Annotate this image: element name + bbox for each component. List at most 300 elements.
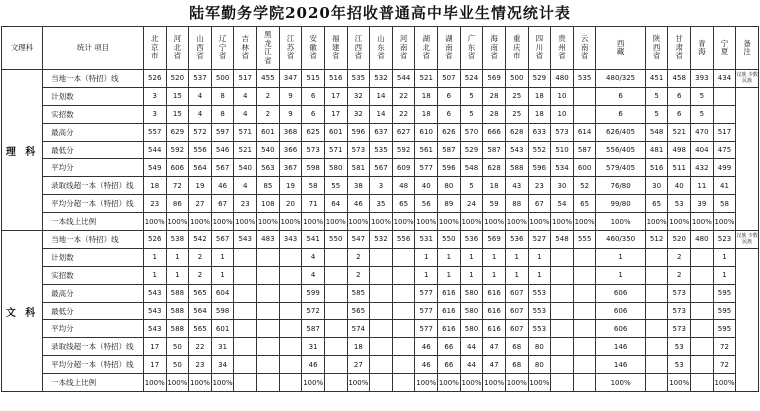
table-cell: 1 (505, 248, 528, 266)
table-cell: 38 (347, 177, 370, 195)
table-cell: 100% (438, 374, 461, 392)
header-province (347, 27, 370, 70)
table-cell: 100% (573, 213, 596, 231)
table-cell: 597 (211, 123, 234, 141)
table-cell: 17 (324, 87, 347, 105)
table-cell: 543 (143, 302, 166, 320)
table-cell: 100% (166, 374, 189, 392)
table-cell: 100% (505, 374, 528, 392)
table-cell: 555 (573, 231, 596, 249)
table-cell: 56 (415, 195, 438, 213)
table-cell: 4 (234, 105, 257, 123)
table-cell (234, 338, 257, 356)
table-cell: 1 (483, 248, 506, 266)
table-cell: 17 (143, 356, 166, 374)
table-cell: 432 (691, 159, 714, 177)
table-cell: 35 (370, 195, 393, 213)
table-cell (324, 248, 347, 266)
province-name: 青海 (698, 38, 706, 56)
table-cell: 580 (460, 284, 483, 302)
table-row (2, 213, 759, 231)
table-cell (370, 266, 393, 284)
table-cell: 34 (211, 356, 234, 374)
table-cell: 100% (415, 213, 438, 231)
table-cell: 4 (189, 105, 212, 123)
table-cell (257, 320, 280, 338)
table-cell (551, 374, 574, 392)
table-cell: 10 (551, 87, 574, 105)
table-cell: 31 (302, 338, 325, 356)
table-cell (645, 302, 668, 320)
province-name: 四川省 (535, 34, 544, 61)
header-province (166, 27, 189, 70)
table-cell: 1 (528, 266, 551, 284)
table-cell: 616 (438, 320, 461, 338)
table-cell: 2 (668, 248, 691, 266)
header-province (211, 27, 234, 70)
table-cell: 595 (713, 320, 736, 338)
table-cell (370, 284, 393, 302)
table-cell: 100% (551, 213, 574, 231)
table-cell (234, 266, 257, 284)
table-cell: 595 (713, 302, 736, 320)
table-cell: 100% (257, 213, 280, 231)
province-name: 西藏 (616, 38, 625, 56)
table-cell: 521 (668, 123, 691, 141)
table-cell: 100% (691, 213, 714, 231)
table-cell (257, 284, 280, 302)
table-cell (713, 105, 736, 123)
table-cell: 565 (189, 284, 212, 302)
table-cell: 512 (645, 231, 668, 249)
table-cell: 1 (166, 266, 189, 284)
table-cell: 10 (551, 105, 574, 123)
province-name: 湖北省 (422, 34, 430, 61)
table-cell: 596 (528, 159, 551, 177)
table-cell: 6 (302, 87, 325, 105)
table-cell: 67 (211, 195, 234, 213)
table-row (2, 87, 759, 105)
table-cell (573, 105, 596, 123)
table-cell (279, 266, 302, 284)
table-cell: 543 (143, 320, 166, 338)
table-cell: 628 (483, 159, 506, 177)
table-cell: 569 (483, 231, 506, 249)
table-cell (257, 266, 280, 284)
table-cell: 5 (691, 105, 714, 123)
table-cell: 347 (279, 70, 302, 88)
table-cell: 100% (211, 213, 234, 231)
table-cell (691, 266, 714, 284)
row-label: 当地一本（特招）线 (43, 70, 144, 88)
table-cell: 588 (166, 302, 189, 320)
table-cell: 100% (302, 213, 325, 231)
table-cell: 556 (189, 141, 212, 159)
table-cell: 68 (505, 338, 528, 356)
table-cell: 531 (415, 231, 438, 249)
table-cell: 517 (713, 123, 736, 141)
table-cell: 6 (596, 105, 645, 123)
table-cell (370, 356, 393, 374)
table-cell: 500 (211, 70, 234, 88)
table-cell: 536 (505, 231, 528, 249)
table-cell: 1 (166, 248, 189, 266)
table-cell: 76/80 (596, 177, 645, 195)
table-cell: 65 (645, 195, 668, 213)
table-cell: 25 (505, 105, 528, 123)
table-cell: 100% (166, 213, 189, 231)
table-cell: 598 (211, 302, 234, 320)
remark-cell: 汉族 少数民族 (736, 70, 759, 88)
table-cell (691, 284, 714, 302)
table-cell: 80 (528, 338, 551, 356)
table-cell: 521 (234, 141, 257, 159)
table-cell: 480 (691, 231, 714, 249)
table-cell (279, 320, 302, 338)
table-cell (573, 302, 596, 320)
table-cell: 601 (324, 123, 347, 141)
table-cell: 573 (668, 284, 691, 302)
table-cell: 50 (166, 338, 189, 356)
table-cell: 146 (596, 338, 645, 356)
province-name: 河南省 (399, 34, 408, 61)
table-cell: 11 (691, 177, 714, 195)
table-cell: 46 (302, 356, 325, 374)
table-cell: 50 (166, 356, 189, 374)
table-cell: 39 (691, 195, 714, 213)
table-cell: 526 (143, 70, 166, 88)
table-cell: 58 (302, 177, 325, 195)
table-cell: 585 (347, 284, 370, 302)
table-cell (691, 374, 714, 392)
table-cell: 580 (460, 302, 483, 320)
table-cell: 1 (438, 266, 461, 284)
table-cell: 579/405 (596, 159, 645, 177)
table-cell: 32 (347, 105, 370, 123)
row-label: 计划数 (43, 87, 144, 105)
table-cell: 538 (166, 231, 189, 249)
row-label: 实招数 (43, 266, 144, 284)
table-row (2, 356, 759, 374)
header-province (257, 27, 280, 70)
table-cell: 100% (483, 213, 506, 231)
table-cell: 600 (573, 159, 596, 177)
table-cell: 23 (528, 177, 551, 195)
table-cell: 22 (392, 87, 415, 105)
table-cell: 498 (668, 141, 691, 159)
table-cell: 573 (347, 141, 370, 159)
table-cell (691, 320, 714, 338)
table-cell: 540 (234, 159, 257, 177)
province-name: 山西省 (196, 34, 204, 61)
table-cell: 65 (573, 195, 596, 213)
table-cell: 100% (528, 374, 551, 392)
table-cell: 629 (166, 123, 189, 141)
table-cell: 2 (347, 248, 370, 266)
table-cell: 1 (528, 248, 551, 266)
table-cell (645, 248, 668, 266)
table-cell: 598 (302, 159, 325, 177)
row-label: 录取线超一本（特招）线 (43, 338, 144, 356)
table-cell: 5 (645, 105, 668, 123)
table-cell: 573 (668, 302, 691, 320)
province-name: 广东省 (467, 34, 476, 61)
table-cell: 614 (573, 123, 596, 141)
table-cell: 59 (483, 195, 506, 213)
table-cell: 30 (645, 177, 668, 195)
table-cell: 546 (211, 141, 234, 159)
table-cell: 5 (460, 87, 483, 105)
table-cell: 23 (234, 195, 257, 213)
table-cell: 54 (551, 195, 574, 213)
table-cell: 523 (713, 231, 736, 249)
table-cell (573, 266, 596, 284)
table-cell: 500 (505, 70, 528, 88)
table-cell: 529 (528, 70, 551, 88)
table-cell: 4 (302, 248, 325, 266)
header-row (2, 27, 759, 70)
table-cell (324, 356, 347, 374)
table-cell: 100% (483, 374, 506, 392)
table-cell: 556 (392, 231, 415, 249)
table-cell: 571 (324, 141, 347, 159)
row-label: 最低分 (43, 141, 144, 159)
table-cell: 30 (551, 177, 574, 195)
table-cell: 2 (347, 266, 370, 284)
table-cell (392, 374, 415, 392)
table-cell: 541 (302, 231, 325, 249)
table-cell: 616 (483, 284, 506, 302)
header-province (483, 27, 506, 70)
table-cell (370, 302, 393, 320)
table-cell: 1 (505, 266, 528, 284)
table-cell (713, 87, 736, 105)
table-cell: 633 (528, 123, 551, 141)
table-cell: 18 (528, 105, 551, 123)
header-province (736, 27, 759, 70)
table-cell (645, 284, 668, 302)
table-cell: 1 (596, 248, 645, 266)
table-cell (645, 356, 668, 374)
table-cell: 543 (143, 284, 166, 302)
table-cell: 595 (713, 284, 736, 302)
table-cell: 80 (438, 177, 461, 195)
table-cell: 557 (143, 123, 166, 141)
table-cell: 510 (551, 141, 574, 159)
table-cell: 43 (505, 177, 528, 195)
table-cell: 553 (528, 284, 551, 302)
table-row (2, 141, 759, 159)
table-cell: 549 (143, 159, 166, 177)
table-cell: 434 (713, 70, 736, 88)
province-name: 江西省 (354, 34, 363, 61)
table-cell (551, 320, 574, 338)
table-cell: 607 (505, 284, 528, 302)
table-cell: 53 (668, 338, 691, 356)
header-province (302, 27, 325, 70)
table-row (2, 70, 759, 88)
table-cell: 573 (302, 141, 325, 159)
page-title: 陆军勤务学院2020年招收普通高中毕业生情况统计表 (189, 4, 571, 22)
table-cell: 100% (415, 374, 438, 392)
table-cell: 9 (279, 105, 302, 123)
table-cell: 19 (189, 177, 212, 195)
table-cell: 577 (415, 159, 438, 177)
table-cell: 561 (415, 141, 438, 159)
table-cell: 571 (234, 123, 257, 141)
table-cell: 567 (211, 159, 234, 177)
table-cell: 367 (279, 159, 302, 177)
row-label: 平均分超一本（特招）线 (43, 356, 144, 374)
table-cell: 526 (143, 231, 166, 249)
table-cell: 570 (460, 123, 483, 141)
table-cell: 587 (438, 141, 461, 159)
table-cell: 23 (189, 356, 212, 374)
table-cell (370, 320, 393, 338)
table-cell: 100% (505, 213, 528, 231)
table-cell: 46 (415, 338, 438, 356)
table-cell: 564 (189, 159, 212, 177)
header-province (438, 27, 461, 70)
remark-cell (736, 87, 759, 230)
table-cell: 25 (505, 87, 528, 105)
table-cell: 524 (460, 70, 483, 88)
table-cell: 573 (551, 123, 574, 141)
table-cell: 27 (189, 195, 212, 213)
row-label: 最高分 (43, 123, 144, 141)
row-label: 平均分 (43, 320, 144, 338)
table-cell: 100% (596, 213, 645, 231)
table-row (2, 320, 759, 338)
table-cell (551, 266, 574, 284)
table-cell: 1 (415, 248, 438, 266)
table-cell: 587 (483, 141, 506, 159)
table-cell: 393 (691, 70, 714, 88)
row-label: 当地一本（特招）线 (43, 231, 144, 249)
table-cell: 44 (460, 338, 483, 356)
table-cell: 516 (645, 159, 668, 177)
table-cell (324, 284, 347, 302)
table-cell (573, 284, 596, 302)
table-cell: 606 (166, 159, 189, 177)
table-cell: 455 (257, 70, 280, 88)
table-cell: 5 (460, 177, 483, 195)
table-cell: 66 (438, 338, 461, 356)
row-label: 计划数 (43, 248, 144, 266)
remark-cell (736, 248, 759, 391)
arts-section-label: 文 科 (2, 231, 43, 392)
table-cell: 47 (483, 338, 506, 356)
table-row (2, 284, 759, 302)
table-cell (573, 248, 596, 266)
table-cell: 481 (645, 141, 668, 159)
table-cell: 592 (166, 141, 189, 159)
province-name: 北京市 (150, 34, 159, 61)
table-cell (324, 338, 347, 356)
row-label: 一本线上比例 (43, 213, 144, 231)
table-cell: 366 (279, 141, 302, 159)
header-province (324, 27, 347, 70)
table-cell: 587 (302, 320, 325, 338)
header-province (460, 27, 483, 70)
table-cell: 628 (505, 123, 528, 141)
table-cell: 532 (370, 231, 393, 249)
table-cell: 18 (415, 87, 438, 105)
table-cell (257, 248, 280, 266)
table-cell: 599 (302, 284, 325, 302)
table-cell: 65 (392, 195, 415, 213)
table-row (2, 195, 759, 213)
table-cell: 86 (166, 195, 189, 213)
table-cell (324, 320, 347, 338)
table-cell (392, 338, 415, 356)
table-cell (392, 356, 415, 374)
table-cell: 88 (505, 195, 528, 213)
table-cell: 548 (460, 159, 483, 177)
table-cell: 6 (596, 87, 645, 105)
table-cell: 499 (713, 159, 736, 177)
table-cell: 100% (713, 213, 736, 231)
table-cell: 18 (143, 177, 166, 195)
table-cell: 1 (596, 266, 645, 284)
table-cell: 458 (668, 70, 691, 88)
table-row (2, 374, 759, 392)
table-cell (645, 374, 668, 392)
table-cell: 8 (211, 105, 234, 123)
table-cell: 1 (415, 266, 438, 284)
table-cell (392, 320, 415, 338)
table-cell: 3 (370, 177, 393, 195)
table-cell: 89 (438, 195, 461, 213)
table-cell: 17 (324, 105, 347, 123)
table-cell (551, 248, 574, 266)
table-cell: 100% (211, 374, 234, 392)
table-row (2, 266, 759, 284)
table-cell: 515 (302, 70, 325, 88)
table-cell: 535 (370, 141, 393, 159)
table-cell: 527 (528, 231, 551, 249)
table-cell: 48 (392, 177, 415, 195)
province-name: 甘肃省 (675, 34, 683, 61)
table-cell: 100% (528, 213, 551, 231)
table-cell: 66 (438, 356, 461, 374)
table-cell: 511 (668, 159, 691, 177)
table-cell: 100% (189, 213, 212, 231)
table-cell: 64 (324, 195, 347, 213)
table-cell: 550 (324, 231, 347, 249)
table-cell: 616 (483, 302, 506, 320)
province-name: 贵州省 (558, 34, 566, 61)
table-cell: 100% (438, 213, 461, 231)
table-cell: 596 (438, 159, 461, 177)
table-cell (257, 374, 280, 392)
header-province (392, 27, 415, 70)
table-row (2, 248, 759, 266)
table-cell (234, 320, 257, 338)
table-cell: 601 (257, 123, 280, 141)
table-cell: 100% (143, 374, 166, 392)
header-province (415, 27, 438, 70)
table-cell: 574 (347, 320, 370, 338)
table-cell: 637 (370, 123, 393, 141)
table-cell: 547 (347, 231, 370, 249)
table-cell: 553 (528, 320, 551, 338)
table-cell: 100% (668, 213, 691, 231)
table-cell: 616 (438, 284, 461, 302)
table-row (2, 338, 759, 356)
province-name: 辽宁省 (218, 34, 227, 61)
table-cell: 32 (347, 87, 370, 105)
